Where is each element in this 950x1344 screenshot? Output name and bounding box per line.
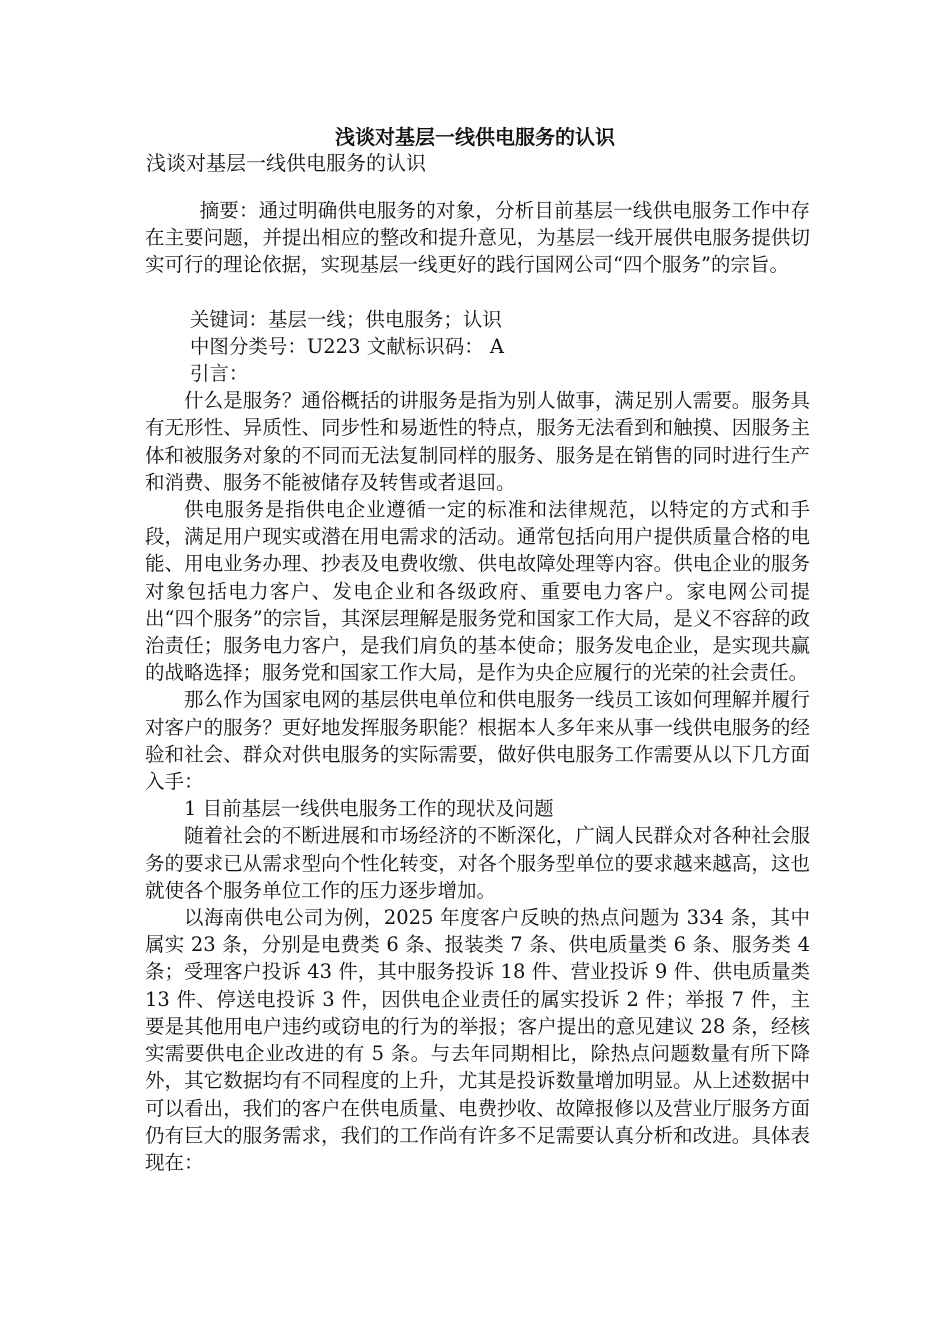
document-subtitle: 浅谈对基层一线供电服务的认识 bbox=[146, 151, 426, 175]
body-paragraph: 供电服务是指供电企业遵循一定的标准和法律规范，以特定的方式和手段，满足用户现实或潜在用电需求的活动。通常包括向用户提供质量合格的电能、用电业务办理、抄表及电费收缴、供电故障处理等内容。供电企业的服务对象包括电力客户、发电企业和各级政府、重要电力客户。家电网公司提出“四个服务”的宗旨，其深层理解是服务党和国家工作大局，是义不容辞的政治责任；服务电力客户，是我们肩负的基本使命；服务发电企业，是实现共赢的战略选择；服务党和国家工作大局，是作为央企应履行的光荣的社会责任。 bbox=[145, 498, 810, 685]
intro-label: 引言： bbox=[189, 362, 249, 386]
classification-line: 中图分类号：U223 文献标识码： A bbox=[189, 334, 504, 358]
body-paragraph: 什么是服务？通俗概括的讲服务是指为别人做事，满足别人需要。服务具有无形性、异质性、同步性和易逝性的特点，服务无法看到和触摸、因服务主体和被服务对象的不同而无法复制同样的服务、服务是在销售的同时进行生产和消费、服务不能被储存及转售或者退回。 bbox=[145, 389, 810, 494]
body-paragraph: 那么作为国家电网的基层供电单位和供电服务一线员工该如何理解并履行对客户的服务？更好地发挥服务职能？根据本人多年来从事一线供电服务的经验和社会、群众对供电服务的实际需要，做好供电服务工作需要从以下几方面入手： bbox=[145, 688, 810, 794]
body-paragraph: 随着社会的不断进展和市场经济的不断深化，广阔人民群众对各种社会服务的要求已从需求型向个性化转变，对各个服务型单位的要求越来越高，这也就使各个服务单位工作的压力逐步增加。 bbox=[145, 824, 810, 902]
body-paragraph: 以海南供电公司为例，2025 年度客户反映的热点问题为 334 条，其中属实 23 条，分别是电费类 6 条、报装类 7 条、供电质量类 6 条、服务类 4 条；受理客户投诉 43 件，其中服务投诉 18 件、营业投诉 9 件、供电质量类 13 件、停送电投诉 3 件，因供电企业责任的属实投诉 2 件；举报 7 件，主要是其他用电户违约或窃电的行为的举报；客户提出的意见建议 28 条，经核实需要供电企业改进的有 5 条。与去年同期相比，除热点问题数量有所下降外，其它数据均有不同程度的上升，尤其是投诉数量增加明显。从上述数据中可以看出，我们的客户在供电质量、电费抄收、故障报修以及营业厅服务方面仍有巨大的服务需求，我们的工作尚有许多不足需要认真分析和改进。具体表现在： bbox=[145, 906, 810, 1174]
abstract-paragraph: 摘要：通过明确供电服务的对象，分析目前基层一线供电服务工作中存在主要问题，并提出相应的整改和提升意见，为基层一线开展供电服务提供切实可行的理论依据，实现基层一线更好的践行国网公司“四个服务”的宗旨。 bbox=[145, 199, 810, 277]
keywords-line: 关键词：基层一线；供电服务；认识 bbox=[189, 307, 502, 331]
paragraph-spacer bbox=[145, 279, 810, 306]
document-title: 浅谈对基层一线供电服务的认识 bbox=[335, 125, 615, 149]
section-heading: 1 目前基层一线供电服务工作的现状及问题 bbox=[184, 797, 554, 821]
document-body bbox=[145, 197, 810, 1176]
